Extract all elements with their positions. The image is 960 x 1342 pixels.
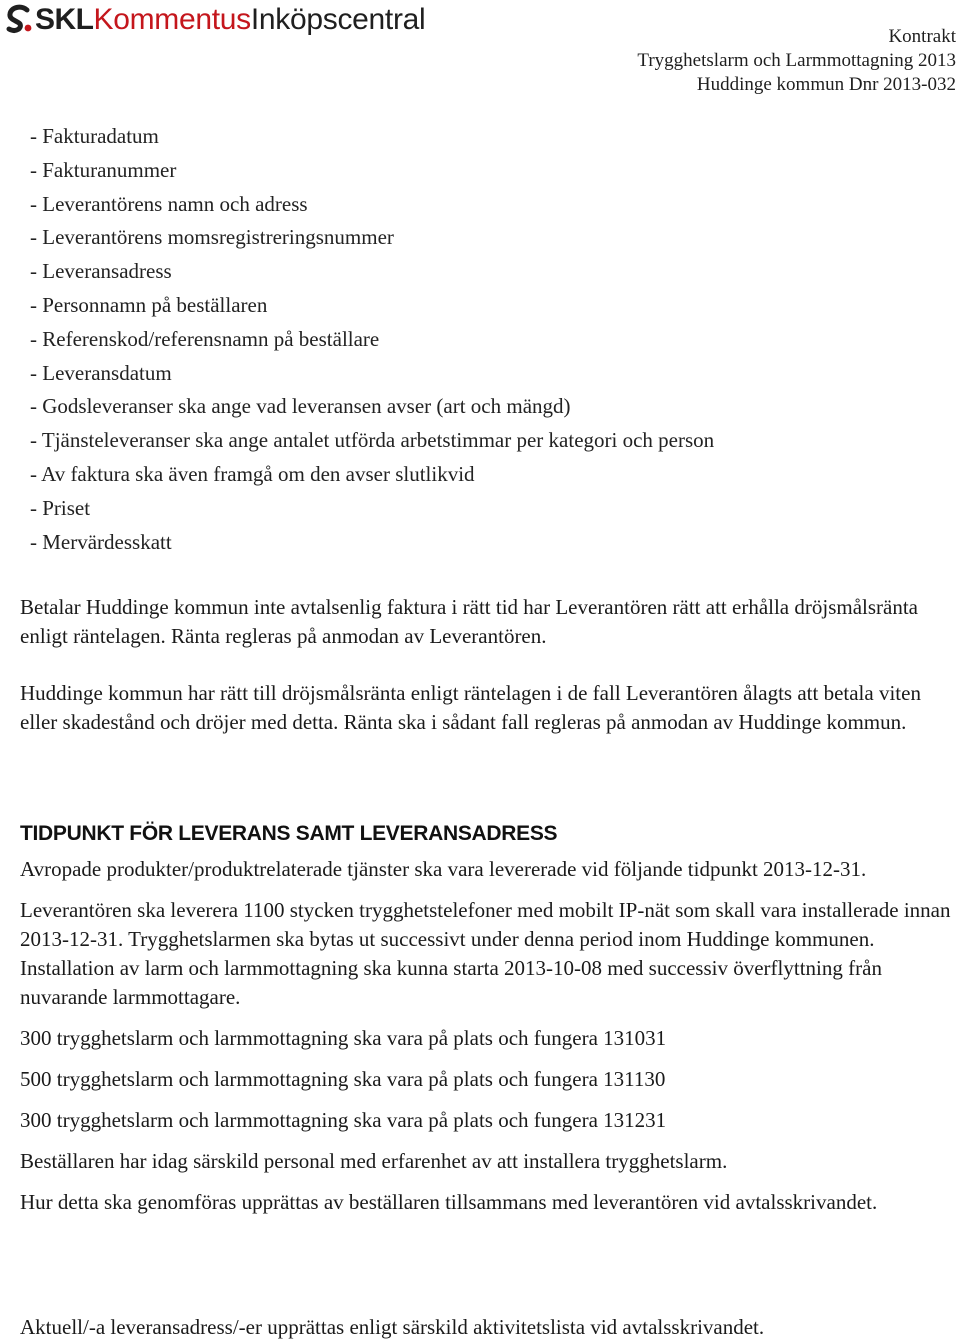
list-item: - Godsleveranser ska ange vad leveransen avser (art och mängd) — [30, 394, 571, 419]
logo — [4, 2, 425, 38]
paragraph-milestone-2: 500 trygghetslarm och larmmottagning ska vara på plats och fungera 131130 — [20, 1067, 666, 1091]
document-type: Kontrakt — [888, 26, 956, 47]
paragraph-milestone-1: 300 trygghetslarm och larmmottagning ska vara på plats och fungera 131031 — [20, 1026, 667, 1050]
list-item: - Leveransdatum — [30, 360, 172, 385]
paragraph-late-payment: Betalar Huddinge kommun inte avtalsenlig faktura i rätt tid har Leverantören rätt att erhålla dröjsmålsränta enligt räntelagen. Ränta regleras på anmodan av Leverantören. — [20, 595, 919, 648]
paragraph-penalty-interest: Huddinge kommun har rätt till dröjsmålsränta enligt räntelagen i de fall Leverantören ålagts att betala viten eller skadestånd och dröjer med detta. Ränta ska i sådant fall regleras på anmodan av Huddinge kommun. — [20, 681, 921, 734]
paragraph-installer-staff: Beställaren har idag särskild personal med erfarenhet av att installera trygghetslarm. — [20, 1149, 728, 1173]
list-item: - Mervärdesskatt — [30, 529, 172, 554]
logo-text-skl: SKL — [35, 3, 94, 36]
list-item: - Av faktura ska även framgå om den avser slutlikvid — [30, 461, 475, 486]
page-header — [0, 0, 960, 100]
invoice-requirements-list — [30, 120, 714, 559]
list-item: - Leveransadress — [30, 259, 172, 284]
logo-text-kommentus: Kommentus — [93, 3, 251, 36]
payment-terms — [20, 593, 940, 737]
logo-mark-icon — [4, 4, 34, 36]
document-reference: Huddinge kommun Dnr 2013-032 — [696, 74, 956, 95]
paragraph-implementation: Hur detta ska genomföras upprättas av beställaren tillsammans med leverantören vid avtalsskrivandet. — [20, 1190, 878, 1214]
document-title: Trygghetslarm och Larmmottagning 2013 — [637, 50, 956, 71]
list-item: - Fakturadatum — [30, 124, 159, 148]
document-meta — [637, 25, 956, 97]
section-heading: TIDPUNKT FÖR LEVERANS SAMT LEVERANSADRESS — [20, 822, 558, 845]
list-item: - Leverantörens momsregistreringsnummer — [30, 225, 394, 250]
list-item: - Tjänsteleveranser ska ange antalet utförda arbetstimmar per kategori och person — [30, 428, 715, 453]
list-item: - Referenskod/referensnamn på beställare — [30, 326, 380, 351]
paragraph-delivery-date: Avropade produkter/produktrelaterade tjänster ska vara levererade vid följande tidpunkt 2013-12-31. — [20, 857, 867, 881]
paragraph-delivery-address: Aktuell/-a leveransadress/-er upprättas enligt särskild aktivitetslista vid avtalsskrivandet. — [20, 1315, 765, 1339]
list-item: - Leverantörens namn och adress — [30, 191, 308, 216]
delivery-section — [20, 855, 960, 1217]
paragraph-milestone-3: 300 trygghetslarm och larmmottagning ska vara på plats och fungera 131231 — [20, 1108, 667, 1132]
logo-text-inkopscentral: Inköpscentral — [250, 3, 426, 36]
list-item: - Personnamn på beställaren — [30, 292, 268, 317]
paragraph-delivery-details: Leverantören ska leverera 1100 stycken trygghetstelefoner med mobilt IP-nät som skall vara installerade innan 2013-12-31. Trygghetslarmen ska bytas ut successivt under denna period inom Huddinge kommunen. Installation av larm och larmmottagning ska kunna starta 2013-10-08 med successiv överflyttning från nuvarande larmmottagare. — [20, 898, 951, 1009]
list-item: - Priset — [30, 495, 91, 520]
list-item: - Fakturanummer — [30, 157, 177, 182]
